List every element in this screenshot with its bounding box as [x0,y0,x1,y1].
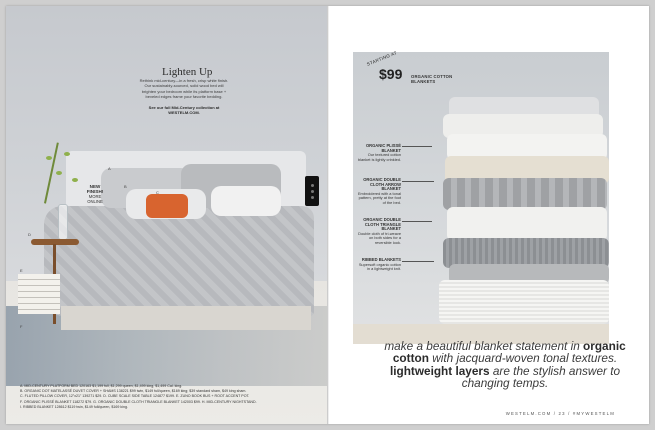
callout-line [402,146,432,147]
callout-title: ORGANIC DOUBLE CLOTH ARROW BLANKET [363,177,401,192]
book-stack [18,274,60,314]
handle-dot [311,184,314,187]
bed-frame [61,306,311,330]
leaf [72,178,78,182]
promo-emphasis: organic cotton [392,339,626,366]
callout-triangle [357,218,401,246]
leaf [64,152,70,156]
callout-title: ORGANIC PLISSÉ BLANKET [365,143,401,153]
product-credits [20,384,318,410]
callout-arrow [357,178,401,206]
blanket [439,280,609,324]
leaf [56,171,62,175]
leaf [46,156,52,160]
callout-ribbed [357,258,401,272]
handle-dot [311,196,314,199]
new-finish-title: NEW FINISH! [86,184,104,194]
marker-c: C [156,190,159,195]
marker-a: A [108,166,111,171]
credit-line: I. RIBBED BLANKET 128612 $119 twin, $149 full/queen, $169 king. [20,404,128,409]
duvet-image [44,206,314,316]
new-finish-badge [85,184,105,204]
promo-text: are the stylish answer to changing temps. [461,363,621,390]
callout-title: ORGANIC DOUBLE CLOTH TRIANGLE BLANKET [363,217,401,232]
magazine-spread [6,6,649,424]
promo-text: make a beautiful blanket statement in [384,339,580,353]
callout-text: Our textured cotton blanket is lightly crinkled. [357,152,401,162]
promo-headline [375,340,635,389]
new-finish-text: MORE ONLINE [87,194,103,204]
callout-line [402,181,434,182]
marker-f: F [20,324,23,329]
price-starting-label: STARTING AT [366,50,398,67]
callout-text: Supersoft organic cotton in a lightweight knit. [358,261,401,272]
collection-link-text: See our full Mid-Century collection at WESTELM.COM. [148,105,220,115]
price-description: ORGANIC COTTON BLANKETS [411,74,453,84]
pillow [211,186,281,216]
marker-e: E [20,268,23,273]
callout-title: RIBBED BLANKETS [361,257,401,262]
callout-line [402,221,432,222]
credit-line: A. MID-CENTURY PLATFORM BED 120163 $1,199 full, $1,299 queen, $1,499 king, $1,499 Cal. king. [20,384,183,388]
page-footer: WESTELM.COM / 23 / #MYWESTELM [505,411,615,416]
marker-b: B [124,184,127,189]
callout-text: Double cloth of tri-weave on both sides for a reversible look. [358,230,401,245]
accent-pillow [146,194,188,218]
credit-line: F. ORGANIC PLISSÉ BLANKET 118272 $79. G. ORGANIC DOUBLE CLOTH TRIANGLE BLANKET 142003 $99. H. MID-CENTURY NIGHTSTAND. [20,399,257,404]
intro-text: Rethink mid-century—in a fresh, crisp white finish. Our sustainably-sourced, solid wood bed will brighten your bedroom while its platform base + beveled edges frame your favorite bedding. [139,78,229,99]
promo-text: with jacquard-woven tonal textures. [432,351,618,366]
price-callout [366,50,453,102]
blanket [443,178,607,210]
price-value: $99 [379,66,403,82]
callout-plisse [357,144,401,162]
marker-d: D [28,232,31,237]
callout-line [402,261,434,262]
page-heading: Lighten Up [162,66,213,78]
callout-text: Embroidered with a tonal pattern, pretty at the foot of the bed. [357,190,401,205]
blanket [447,207,607,241]
promo-emphasis: lightweight layers [389,363,490,378]
handle-dot [311,190,314,193]
right-page [329,6,649,424]
glass-vase [58,204,68,240]
left-page [6,6,327,424]
credit-line: B. ORGANIC DOT MATELASSÉ DUVET COVER + SHAMS 138221 $99 twin, $149 full/queen, $169 king; $39 standard sham, $49 king sham. [20,389,247,394]
credit-line: C. FLUTED PILLOW COVER, 12"x21" 139271 $29. D. CUBE SCALE SIDE TABLE 124877 $199. E. ZUNO BOOK BUS + ROOT ACCENT POT. [20,394,250,399]
